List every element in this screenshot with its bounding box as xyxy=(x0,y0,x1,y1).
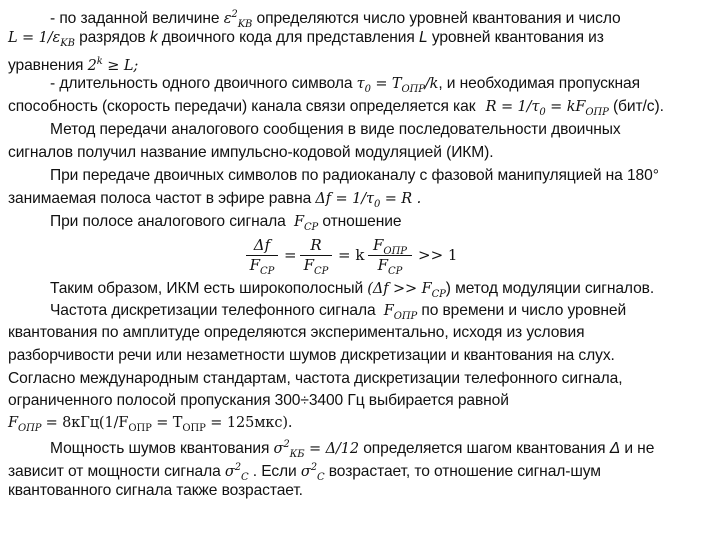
text-line-4: - длительность одного двоичного символа $\tau_0 = T_{ОПР}/k$, и необходимая пропускная xyxy=(50,75,640,95)
text-line-1: - по заданной величине $\varepsilon^2_{KB}$ определяются число уровней квантования и число xyxy=(50,9,621,30)
fraction-3: $F_{ОПР}$ $F_{CP}$ xyxy=(368,236,412,275)
fraction-2: R $F_{CP}$ xyxy=(300,236,332,275)
text-line-5: способность (скорость передачи) канала связи определяется как $R = 1/\tau_0 = kF_{ОПР}$ (бит/с). xyxy=(8,98,664,118)
text-line-3: уравнения 2$^k$ ≥ L; xyxy=(8,56,139,74)
text-line-7: сигналов получил название импульсно-кодовой модуляцией (ИКМ). xyxy=(8,144,494,161)
text-line-13: квантования по амплитуде определяются экспериментально, исходя из условия xyxy=(8,324,585,341)
text-line-17: $F_{ОПР} = 8кГц(1/F_{ОПР} = T_{ОПР} = 125мкс)$. xyxy=(8,415,293,434)
text-line-20: квантованного сигнала также возрастает. xyxy=(8,482,303,499)
fraction-1: Δf $F_{CP}$ xyxy=(246,236,278,275)
text-line-8: При передаче двоичных символов по радиоканалу с фазовой манипуляцией на 180° xyxy=(50,167,659,184)
text-line-14: разборчивости речи или незаметности шумов дискретизации и квантования на слух. xyxy=(8,347,615,364)
text-line-6: Метод передачи аналогового сообщения в виде последовательности двоичных xyxy=(50,121,621,138)
text-line-12: Частота дискретизации телефонного сигнала $F_{ОПР}$ по времени и число уровней xyxy=(50,302,627,322)
text-line-19: зависит от мощности сигнала $\sigma^2_C$ . Если $\sigma^2_C$ возрастает, то отношение сигнал-шум xyxy=(8,462,601,483)
equals-k: = k xyxy=(338,246,365,264)
text-line-18: Мощность шумов квантования $\sigma^2_{КБ} = \Delta/12$ определяется шагом квантования Δ и не xyxy=(50,439,655,460)
text-line-15: Согласно международным стандартам, частота дискретизации телефонного сигнала, xyxy=(8,370,623,387)
equals-sign-1: = xyxy=(284,246,297,264)
text-line-16: ограниченного полосой пропускания 300÷3400 Гц выбирается равной xyxy=(8,392,509,409)
text-line-10: При полосе аналогового сигнала $F_{CP}$ отношение xyxy=(50,213,402,233)
much-greater-one: >> 1 xyxy=(418,246,458,264)
text-line-2: $L = 1/\varepsilon_{KB}$ разрядов k двоичного кода для представления L уровней квантования из xyxy=(8,29,604,49)
text-line-11: Таким образом, ИКМ есть широкополосный $(\Delta f >> F_{CP})$ метод модуляции сигналов. xyxy=(50,280,655,300)
text-line-9: занимаемая полоса частот в эфире равна $\Delta f = 1/\tau_0 = R$ . xyxy=(8,190,422,210)
ratio-formula xyxy=(246,236,506,278)
